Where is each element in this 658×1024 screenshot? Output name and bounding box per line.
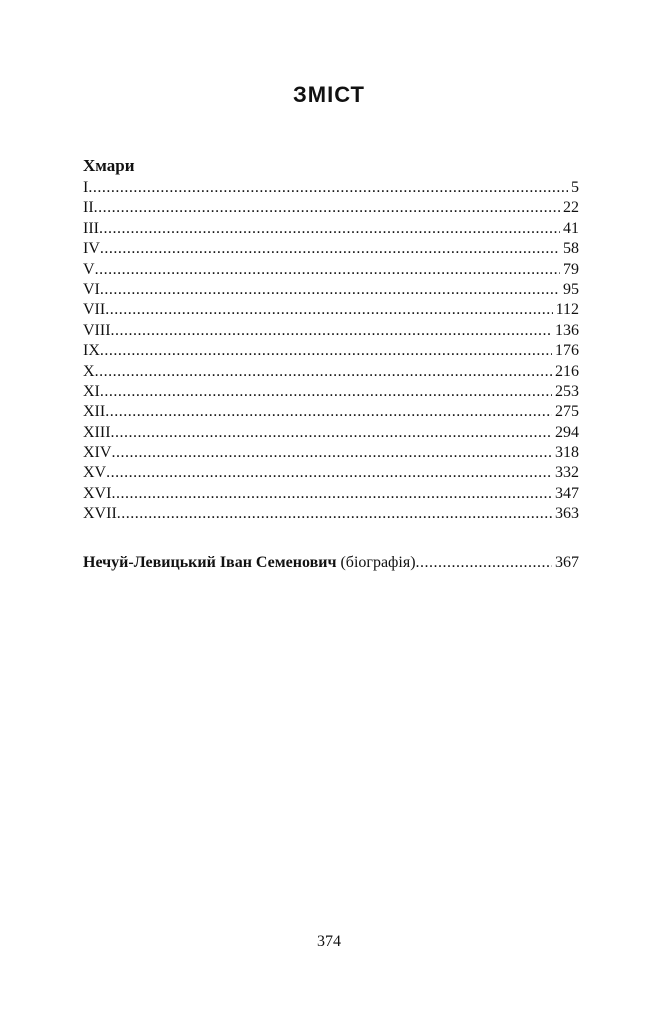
page-title: ЗМІСТ xyxy=(293,82,365,107)
toc-entry[interactable] xyxy=(83,484,579,504)
toc-entry-label: X xyxy=(83,362,95,380)
toc-entry[interactable] xyxy=(83,239,579,259)
toc-entry[interactable] xyxy=(83,260,579,280)
toc-entry-page: 79 xyxy=(563,260,579,278)
toc-entry-page: 275 xyxy=(555,403,579,421)
dot-leader xyxy=(94,198,560,218)
biography-note: (біографія) xyxy=(340,554,416,571)
toc-entry-page: 5 xyxy=(571,179,579,196)
toc-entry-label: VIII xyxy=(83,321,111,339)
toc-entry-label: XIII xyxy=(83,423,111,441)
dot-leader xyxy=(117,504,552,524)
toc-entry-page: 332 xyxy=(555,464,579,482)
toc-entry-label: XIV xyxy=(83,444,112,462)
page-number: 374 xyxy=(317,933,341,950)
section-title: Хмари xyxy=(83,156,135,175)
toc-entry-page: 112 xyxy=(555,301,579,319)
dot-leader xyxy=(100,382,552,402)
toc-entry-label: IV xyxy=(83,240,100,258)
dot-leader xyxy=(100,341,552,361)
toc-entry[interactable] xyxy=(83,198,579,218)
dot-leader xyxy=(111,321,552,341)
toc-entry[interactable] xyxy=(83,504,579,524)
toc-entry[interactable] xyxy=(83,178,579,198)
toc-entry[interactable] xyxy=(83,362,579,382)
toc-entry-label: II xyxy=(83,199,94,217)
toc-entry-page: 294 xyxy=(555,423,579,441)
toc-entry-page: 216 xyxy=(555,362,579,380)
toc-entry[interactable] xyxy=(83,402,579,422)
toc-entry-label: VII xyxy=(83,301,106,319)
toc-entry[interactable] xyxy=(83,219,579,239)
dot-leader xyxy=(100,239,560,259)
dot-leader xyxy=(95,260,560,280)
toc-entry[interactable] xyxy=(83,382,579,402)
toc-entry[interactable] xyxy=(83,423,579,443)
toc-entry-label: V xyxy=(83,260,95,278)
dot-leader xyxy=(416,552,552,574)
biography-author-name: Нечуй-Левицький Іван Семенович xyxy=(83,554,337,571)
dot-leader xyxy=(105,402,552,422)
toc-entry[interactable] xyxy=(83,300,579,320)
toc-entry-page: 58 xyxy=(563,240,579,258)
dot-leader xyxy=(88,178,568,198)
toc-entry-page: 347 xyxy=(555,484,579,502)
toc-entry-label: III xyxy=(83,219,99,237)
dot-leader xyxy=(106,463,552,483)
toc-entry-page: 253 xyxy=(555,382,579,400)
toc-entry-page: 41 xyxy=(563,219,579,237)
toc-entry-page: 318 xyxy=(555,444,579,462)
toc-entry-label: XII xyxy=(83,403,106,421)
dot-leader xyxy=(95,362,552,382)
table-of-contents xyxy=(83,156,579,525)
toc-entry-label: I xyxy=(83,179,89,196)
toc-entry-label: XI xyxy=(83,382,100,400)
dot-leader xyxy=(99,219,560,239)
toc-entry-page: 136 xyxy=(555,321,579,339)
toc-entry-label: XVI xyxy=(83,484,112,502)
toc-list xyxy=(83,178,579,525)
toc-entry-label: XVII xyxy=(83,505,117,523)
toc-entry-label: IX xyxy=(83,342,100,360)
toc-entry[interactable] xyxy=(83,280,579,300)
dot-leader xyxy=(111,484,552,504)
toc-entry-page: 22 xyxy=(563,199,579,217)
toc-entry[interactable] xyxy=(83,321,579,341)
dot-leader xyxy=(100,280,560,300)
toc-entry-label: VI xyxy=(83,280,100,298)
dot-leader xyxy=(105,300,552,320)
toc-entry-page: 363 xyxy=(555,505,579,523)
dot-leader xyxy=(111,423,552,443)
toc-entry-label: XV xyxy=(83,464,107,482)
toc-entry[interactable] xyxy=(83,463,579,483)
toc-entry[interactable] xyxy=(83,443,579,463)
dot-leader xyxy=(111,443,552,463)
toc-entry-page: 176 xyxy=(555,342,579,360)
toc-entry-page: 95 xyxy=(563,280,579,298)
biography-entry[interactable] xyxy=(83,552,579,574)
biography-page: 367 xyxy=(555,554,579,571)
toc-entry[interactable] xyxy=(83,341,579,361)
